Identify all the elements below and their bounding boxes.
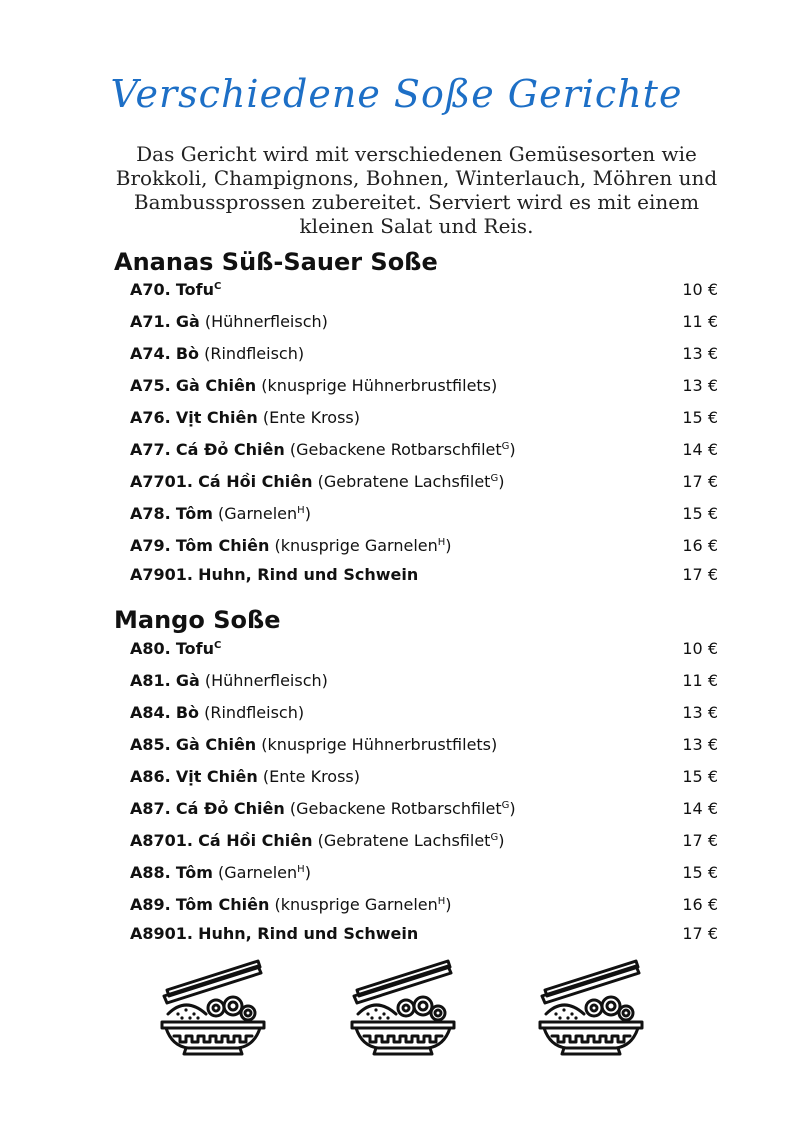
bracket-open: ( xyxy=(204,671,212,690)
bracket-open: ( xyxy=(218,863,225,882)
item-price: 15 € xyxy=(682,767,718,786)
item-name: Gà Chiên xyxy=(175,376,257,395)
item-number: A88. xyxy=(130,863,171,882)
item-price: 17 € xyxy=(682,472,718,491)
item-price: 17 € xyxy=(682,924,718,943)
item-name: Tôm xyxy=(175,504,213,523)
bracket-close: ) xyxy=(498,831,505,850)
item-name: Vịt Chiên xyxy=(175,408,258,427)
item-number: A75. xyxy=(130,376,171,395)
menu-item xyxy=(130,893,718,917)
bracket-close: ) xyxy=(297,703,305,722)
menu-item xyxy=(130,310,718,334)
menu-item xyxy=(130,342,718,366)
bracket-open: ( xyxy=(204,344,211,363)
allergen-code: G xyxy=(490,473,499,484)
item-number: A85. xyxy=(130,735,171,754)
item-price: 17 € xyxy=(682,831,718,850)
item-number: A71. xyxy=(130,312,171,331)
menu-item xyxy=(130,563,718,587)
allergen-code: G xyxy=(501,441,510,452)
menu-item xyxy=(130,829,718,853)
item-price: 13 € xyxy=(682,376,718,395)
menu-item xyxy=(130,637,718,661)
bracket-open: ( xyxy=(262,408,270,427)
item-name: Huhn, Rind und Schwein xyxy=(198,565,419,584)
allergen-code: H xyxy=(297,505,305,516)
item-number: A8901. xyxy=(130,924,193,943)
allergen-code: H xyxy=(297,864,305,875)
item-description: Gebackene Rotbarschfilet xyxy=(296,440,502,459)
item-number: A70. xyxy=(130,280,171,299)
item-price: 10 € xyxy=(682,639,718,658)
item-number: A81. xyxy=(130,671,171,690)
bracket-close: ) xyxy=(445,895,452,914)
bracket-close: ) xyxy=(321,671,328,690)
item-price: 13 € xyxy=(682,703,718,722)
item-name: Gà xyxy=(175,671,200,690)
item-number: A7701. xyxy=(130,472,193,491)
section-title-mango: Mango Soße xyxy=(114,606,281,634)
bracket-close: ) xyxy=(304,504,311,523)
item-price: 13 € xyxy=(682,344,718,363)
item-name: Vịt Chiên xyxy=(175,767,258,786)
allergen-code: H xyxy=(437,896,446,907)
allergen-code: C xyxy=(213,640,222,651)
item-description: Garnelen xyxy=(224,504,298,523)
item-number: A89. xyxy=(130,895,171,914)
item-number: A7901. xyxy=(130,565,193,584)
menu-item xyxy=(130,733,718,757)
item-name: Bò xyxy=(175,344,200,363)
bracket-open: ( xyxy=(289,440,297,459)
item-price: 13 € xyxy=(682,735,718,754)
item-number: A80. xyxy=(130,639,171,658)
item-description: knusprige Hühnerbrustfilets xyxy=(267,376,492,395)
item-number: A77. xyxy=(130,440,171,459)
rice-bowl-chopsticks-icon xyxy=(348,958,458,1058)
bracket-close: ) xyxy=(321,312,328,331)
menu-item xyxy=(130,669,718,693)
allergen-code: G xyxy=(501,800,510,811)
allergen-code: H xyxy=(437,537,446,548)
item-number: A86. xyxy=(130,767,171,786)
item-number: A78. xyxy=(130,504,171,523)
item-number: A8701. xyxy=(130,831,193,850)
item-description: Hühnerfleisch xyxy=(211,671,322,690)
bracket-open: ( xyxy=(317,472,324,491)
bracket-close: ) xyxy=(509,799,516,818)
item-name: Cá Đỏ Chiên xyxy=(175,440,285,459)
item-price: 17 € xyxy=(682,565,718,584)
item-name: Cá Hồi Chiên xyxy=(198,472,313,491)
bracket-close: ) xyxy=(353,408,361,427)
rice-bowl-chopsticks-icon xyxy=(536,958,646,1058)
item-name: Tôm xyxy=(175,863,213,882)
bracket-close: ) xyxy=(353,767,361,786)
menu-item xyxy=(130,797,718,821)
menu-item xyxy=(130,861,718,885)
item-price: 15 € xyxy=(682,408,718,427)
bracket-open: ( xyxy=(218,504,225,523)
item-number: A87. xyxy=(130,799,171,818)
item-number: A76. xyxy=(130,408,171,427)
item-number: A79. xyxy=(130,536,171,555)
bracket-open: ( xyxy=(317,831,324,850)
bracket-open: ( xyxy=(204,312,212,331)
allergen-code: C xyxy=(213,281,222,292)
bracket-close: ) xyxy=(491,376,498,395)
item-description: knusprige Garnelen xyxy=(280,536,438,555)
bracket-close: ) xyxy=(509,440,516,459)
item-price: 15 € xyxy=(682,504,718,523)
bracket-close: ) xyxy=(304,863,311,882)
item-description: Ente Kross xyxy=(269,767,354,786)
bracket-open: ( xyxy=(261,376,268,395)
item-name: Huhn, Rind und Schwein xyxy=(198,924,419,943)
item-name: Tôm Chiên xyxy=(175,895,270,914)
item-name: Gà xyxy=(175,312,200,331)
item-price: 11 € xyxy=(682,671,718,690)
menu-item xyxy=(130,765,718,789)
menu-item xyxy=(130,374,718,398)
item-name: Tofu xyxy=(175,280,214,299)
bracket-open: ( xyxy=(289,799,297,818)
item-description: Gebratene Lachsfilet xyxy=(323,472,491,491)
page-title: Verschiedene Soße Gerichte xyxy=(110,72,683,116)
bracket-open: ( xyxy=(274,895,281,914)
item-description: Gebratene Lachsfilet xyxy=(323,831,491,850)
menu-item xyxy=(130,502,718,526)
allergen-code: G xyxy=(490,832,499,843)
bracket-open: ( xyxy=(204,703,211,722)
item-price: 11 € xyxy=(682,312,718,331)
item-price: 16 € xyxy=(682,536,718,555)
item-description: Gebackene Rotbarschfilet xyxy=(296,799,502,818)
item-name: Gà Chiên xyxy=(175,735,257,754)
item-price: 14 € xyxy=(682,440,718,459)
item-description: Hühnerfleisch xyxy=(211,312,322,331)
item-name: Bò xyxy=(175,703,200,722)
item-description: Rindfleisch xyxy=(210,703,298,722)
bracket-open: ( xyxy=(274,536,281,555)
menu-item xyxy=(130,406,718,430)
bracket-close: ) xyxy=(491,735,498,754)
dish-description: Das Gericht wird mit verschiedenen Gemüsesorten wie Brokkoli, Champignons, Bohnen, Winterlauch, Möhren und Bambussprossen zubereitet. Serviert wird es mit einem kleinen Salat und Reis. xyxy=(115,142,718,238)
item-name: Cá Đỏ Chiên xyxy=(175,799,285,818)
item-description: knusprige Garnelen xyxy=(280,895,438,914)
bracket-open: ( xyxy=(262,767,270,786)
menu-item xyxy=(130,470,718,494)
bracket-close: ) xyxy=(297,344,305,363)
menu-item xyxy=(130,534,718,558)
item-price: 15 € xyxy=(682,863,718,882)
item-number: A74. xyxy=(130,344,171,363)
item-description: knusprige Hühnerbrustfilets xyxy=(267,735,492,754)
menu-item xyxy=(130,701,718,725)
item-price: 16 € xyxy=(682,895,718,914)
bracket-close: ) xyxy=(498,472,505,491)
bracket-close: ) xyxy=(445,536,452,555)
bracket-open: ( xyxy=(261,735,268,754)
menu-item xyxy=(130,278,718,302)
menu-item xyxy=(130,922,718,946)
item-name: Cá Hồi Chiên xyxy=(198,831,313,850)
item-name: Tofu xyxy=(175,639,214,658)
item-number: A84. xyxy=(130,703,171,722)
item-price: 10 € xyxy=(682,280,718,299)
item-name: Tôm Chiên xyxy=(175,536,270,555)
rice-bowl-chopsticks-icon xyxy=(158,958,268,1058)
item-description: Ente Kross xyxy=(269,408,354,427)
item-description: Garnelen xyxy=(224,863,298,882)
item-price: 14 € xyxy=(682,799,718,818)
section-title-ananas: Ananas Süß-Sauer Soße xyxy=(114,248,438,276)
item-description: Rindfleisch xyxy=(210,344,298,363)
menu-item xyxy=(130,438,718,462)
